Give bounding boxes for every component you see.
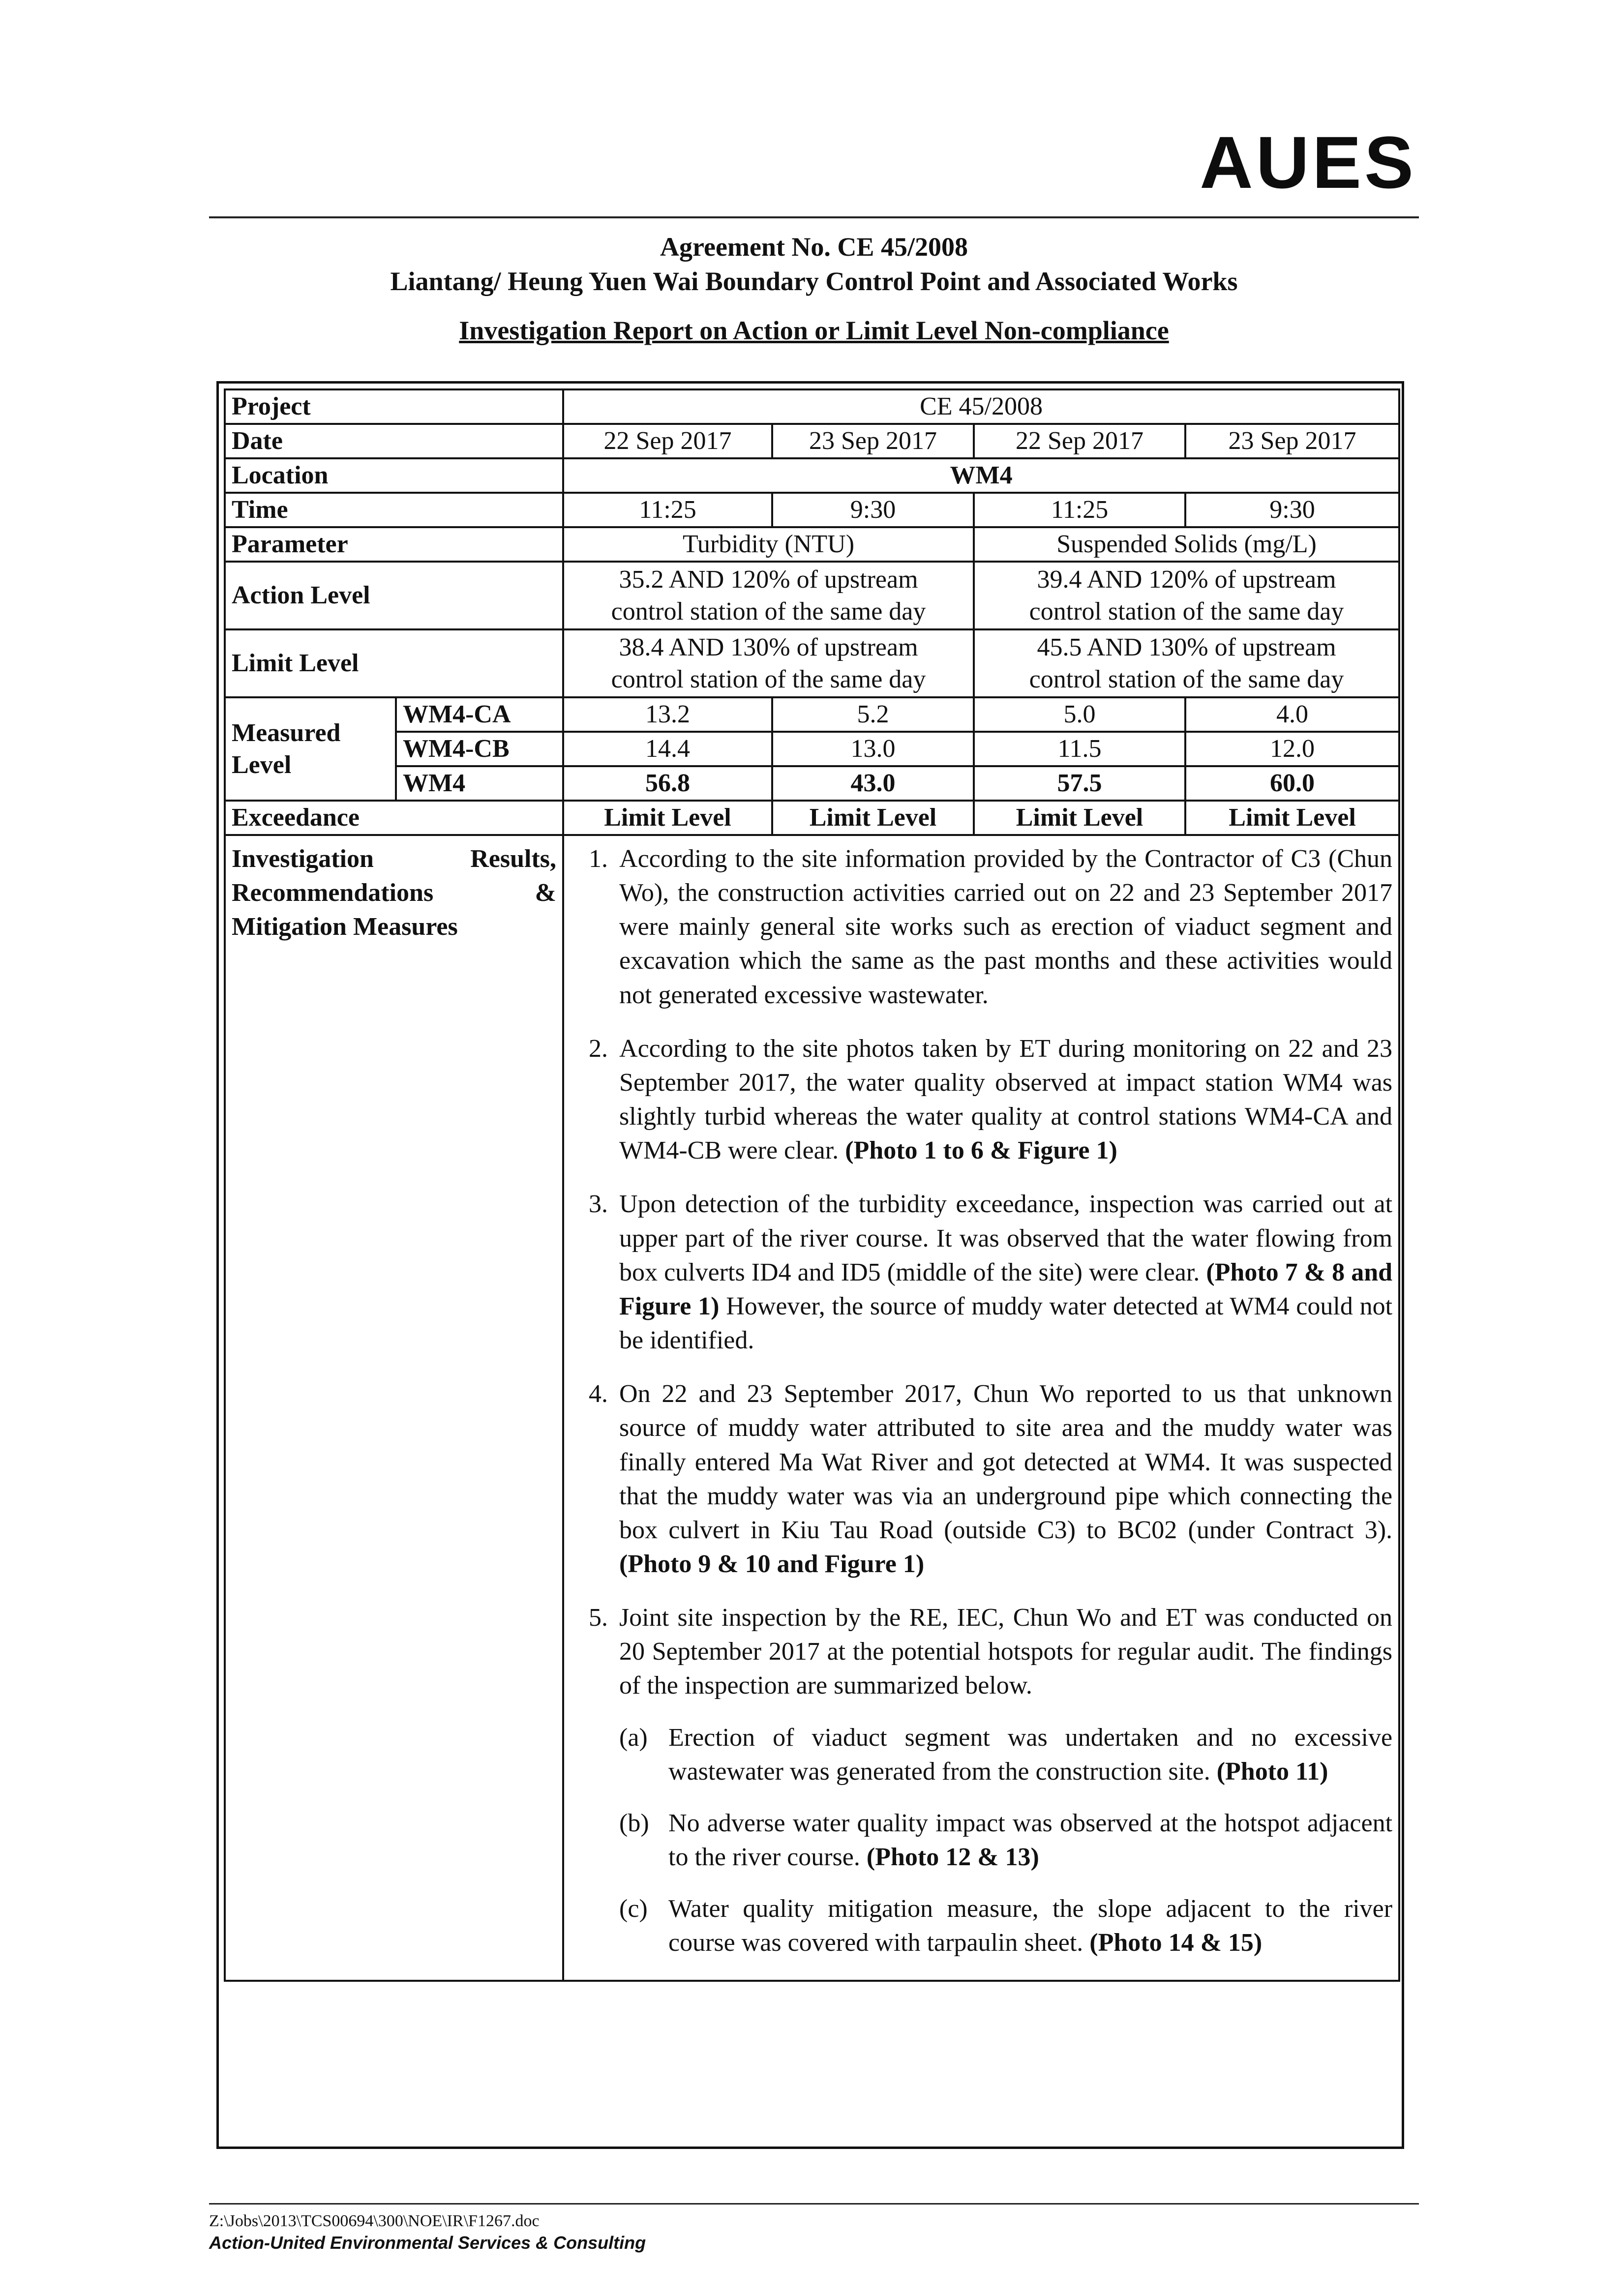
agreement-title: Agreement No. CE 45/2008: [660, 232, 968, 262]
row-measured-ca: [225, 697, 1399, 732]
date-label: Date: [225, 424, 563, 458]
findings-list: [570, 842, 1392, 1960]
limit-level-ss: 45.5 AND 130% of upstream control station of the same day: [974, 629, 1399, 697]
row-limit-level: [225, 629, 1399, 697]
report-title: Investigation Report on Action or Limit Level Non-compliance: [459, 316, 1169, 345]
row-investigation: [225, 835, 1399, 1981]
project-title: Liantang/ Heung Yuen Wai Boundary Control Point and Associated Works: [390, 267, 1238, 296]
project-value: CE 45/2008: [563, 389, 1399, 424]
station-label: WM4: [396, 766, 563, 801]
sub-item: (a) Erection of viaduct segment was undertaken and no excessive wastewater was generated from the construction site. (Photo 11): [619, 1723, 1393, 1786]
finding-item: 3. Upon detection of the turbidity exceedance, inspection was carried out at upper part of the river course. It was observed that the water flowing from box culverts ID4 and ID5 (middle of the site) were clear. (Photo 7 & 8 and Figure 1) However, the source of muddy water detected at WM4 could not be identified.: [614, 1187, 1392, 1357]
finding-item: 1. According to the site information provided by the Contractor of C3 (Chun Wo), the construction activities carried out on 22 and 23 September 2017 were mainly general site works such as erection of viaduct segment and excavation which the same as the past months and these activities would not generated excessive wastewater.: [614, 842, 1392, 1012]
time-label: Time: [225, 493, 563, 527]
investigation-label: Investigation Results, Recommendations & Mitigation Measures: [225, 835, 563, 1981]
company-name: Action-United Environmental Services & Consulting: [209, 2233, 646, 2253]
row-project: [225, 389, 1399, 424]
sub-item: (c) Water quality mitigation measure, the slope adjacent to the river course was covered with tarpaulin sheet. (Photo 14 & 15): [619, 1895, 1393, 1957]
finding-item: 4. On 22 and 23 September 2017, Chun Wo reported to us that unknown source of muddy water attributed to site area and the muddy water was finally entered Ma Wat River and got detected at WM4. It was suspected that the muddy water was via an underground pipe which connecting the box culvert in Kiu Tau Road (outside C3) to BC02 (under Contract 3). (Photo 9 & 10 and Figure 1): [614, 1377, 1392, 1581]
exceedance-cell: Limit Level: [1185, 801, 1399, 835]
measured-value: 4.0: [1185, 697, 1399, 732]
row-exceedance: [225, 801, 1399, 835]
report-table: [224, 388, 1400, 1982]
action-level-label: Action Level: [225, 562, 563, 629]
measured-value: 43.0: [772, 766, 974, 801]
parameter-label: Parameter: [225, 527, 563, 562]
location-value: WM4: [563, 458, 1399, 493]
row-action-level: [225, 562, 1399, 629]
measured-level-label: Measured Level: [225, 697, 396, 801]
file-path: Z:\Jobs\2013\TCS00694\300\NOE\IR\F1267.doc: [209, 2212, 540, 2230]
date-cell: 22 Sep 2017: [974, 424, 1185, 458]
date-cell: 23 Sep 2017: [772, 424, 974, 458]
footer-rule: [209, 2203, 1419, 2205]
row-parameter: [225, 527, 1399, 562]
measured-value: 14.4: [563, 732, 772, 766]
measured-value: 13.0: [772, 732, 974, 766]
sub-item: (b) No adverse water quality impact was observed at the hotspot adjacent to the river course. (Photo 12 & 13): [619, 1809, 1393, 1872]
date-cell: 23 Sep 2017: [1185, 424, 1399, 458]
measured-value: 5.0: [974, 697, 1185, 732]
row-time: [225, 493, 1399, 527]
exceedance-cell: Limit Level: [974, 801, 1185, 835]
measured-value: 60.0: [1185, 766, 1399, 801]
time-cell: 9:30: [772, 493, 974, 527]
measured-value: 13.2: [563, 697, 772, 732]
measured-value: 56.8: [563, 766, 772, 801]
measured-value: 11.5: [974, 732, 1185, 766]
station-label: WM4-CB: [396, 732, 563, 766]
inspection-sublist: [619, 1721, 1392, 1960]
action-level-turbidity: 35.2 AND 120% of upstream control station of the same day: [563, 562, 974, 629]
investigation-content: [563, 835, 1399, 1981]
measured-value: 57.5: [974, 766, 1185, 801]
finding-item: 5. Joint site inspection by the RE, IEC, Chun Wo and ET was conducted on 20 September 2017 at the potential hotspots for regular audit. The findings of the inspection are summarized below. (a) Erection of viaduct segment was undertaken and no excessive wastewater was generated from the construction site. (Photo 11) (b) No adverse water quality impact was observed at the hotspot adjacent to the river course. (Photo 12 & 13) (c) Water quality mitigation measure, the slope adjacent to the river course was covered with tarpaulin sheet. (Photo 14 & 15): [614, 1601, 1392, 1960]
row-location: [225, 458, 1399, 493]
row-measured-cb: [225, 732, 1399, 766]
finding-item: 2. According to the site photos taken by ET during monitoring on 22 and 23 September 2017, the water quality observed at impact station WM4 was slightly turbid whereas the water quality at control stations WM4-CA and WM4-CB were clear. (Photo 1 to 6 & Figure 1): [614, 1032, 1392, 1168]
time-cell: 11:25: [563, 493, 772, 527]
company-logo: AUES: [1200, 121, 1416, 204]
measured-value: 12.0: [1185, 732, 1399, 766]
station-label: WM4-CA: [396, 697, 563, 732]
exceedance-cell: Limit Level: [772, 801, 974, 835]
row-date: [225, 424, 1399, 458]
time-cell: 11:25: [974, 493, 1185, 527]
parameter-suspended-solids: Suspended Solids (mg/L): [974, 527, 1399, 562]
limit-level-turbidity: 38.4 AND 130% of upstream control station of the same day: [563, 629, 974, 697]
parameter-turbidity: Turbidity (NTU): [563, 527, 974, 562]
location-label: Location: [225, 458, 563, 493]
project-label: Project: [225, 389, 563, 424]
limit-level-label: Limit Level: [225, 629, 563, 697]
date-cell: 22 Sep 2017: [563, 424, 772, 458]
header-rule: [209, 216, 1419, 218]
action-level-ss: 39.4 AND 120% of upstream control station of the same day: [974, 562, 1399, 629]
exceedance-label: Exceedance: [225, 801, 563, 835]
time-cell: 9:30: [1185, 493, 1399, 527]
exceedance-cell: Limit Level: [563, 801, 772, 835]
measured-value: 5.2: [772, 697, 974, 732]
row-measured-wm4: [225, 766, 1399, 801]
